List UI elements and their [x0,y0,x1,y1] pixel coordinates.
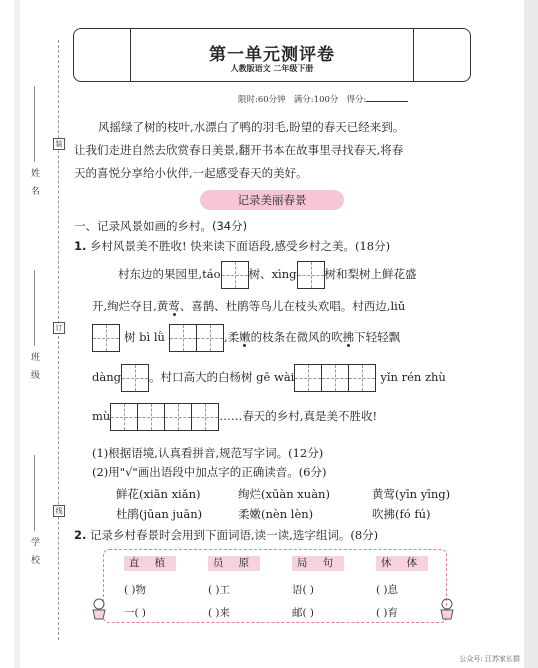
binding-mark-1: 装 [53,138,65,150]
school-label: 学 校 [29,537,39,567]
q2-text: 记录乡村春景时会用到下面词语,读一读,选字组词。(8分) [86,528,379,542]
word-tag-1: 直 植 [124,556,176,571]
name-label: 姓 名 [29,168,39,198]
title-box [73,28,471,82]
writing-box[interactable] [121,364,149,392]
writing-box[interactable] [221,261,249,289]
word-blank[interactable]: ( )来 [208,607,231,619]
intro-paragraph [74,116,472,185]
sub-question-1: (1)根据语境,认真看拼音,规范写字词。(12分) [92,446,324,460]
choice-options[interactable]: (nèn lèn) [261,507,314,521]
footer-credit: 公众号: 江苏家长群 [459,655,520,663]
choice-2[interactable] [238,486,330,502]
passage-text: 的枝条在微风的吹 [250,330,343,344]
intro-line-3: 天的喜悦分享给小伙伴,一起感受春天的美好。 [74,166,308,180]
word-blank[interactable]: ( )物 [124,584,147,596]
passage-text: 。村口高大的白杨树 gē wài [149,370,295,384]
pinyin: dàng [92,370,121,384]
passage-text: ,柔 [223,330,240,344]
child-illustration-icon [88,597,110,621]
score-meta [238,93,408,105]
q1-number: 1. [74,239,87,253]
class-label: 班 级 [29,352,39,382]
passage-text: 、喜鹊、杜鹃等鸟儿在枝头欢唱。村西边, [179,299,391,313]
word-blank[interactable]: 语( ) [292,584,315,596]
right-edge [524,0,538,668]
pinyin: mù [92,409,111,423]
name-line [34,86,35,162]
word-blank[interactable]: 一( ) [124,607,147,619]
sub-question-2: (2)用"√"画出语段中加点字的正确读音。(6分) [92,465,327,479]
choice-3[interactable] [372,486,450,502]
writing-box[interactable] [294,364,322,392]
passage-line-2 [92,298,405,314]
score-blank[interactable] [366,101,408,102]
question-1 [74,238,390,254]
time-limit: 限时:60分钟 [238,95,286,105]
choice-word: 柔嫩 [238,507,261,521]
left-margin [0,0,22,668]
passage-text: 开,绚烂夺目,黄 [92,299,169,313]
passage-line-5 [92,403,377,431]
word-tag-4: 休 体 [376,556,428,571]
dotted-char: 莺 [168,299,180,313]
choice-options[interactable]: (xiān xiǎn) [139,487,201,501]
intro-line-1: 风摇绿了树的枝叶,水漂白了鸭的羽毛,盼望的春天已经来到。 [98,120,405,134]
page-title: 第一单元测评卷 [209,45,335,65]
binding-mark-2: 订 [53,322,65,334]
word-blank[interactable]: ( )育 [376,607,399,619]
word-tag-2: 员 原 [208,556,260,571]
choice-1[interactable] [116,486,200,502]
pinyin: xìng [271,267,297,281]
choice-6[interactable] [372,506,430,522]
pinyin: yǐn rén zhù [380,370,446,384]
pinyin: liǔ [390,299,406,313]
writing-box[interactable] [137,403,165,431]
binding-line [58,40,59,640]
writing-box[interactable] [164,403,192,431]
writing-box[interactable] [191,403,219,431]
score-label: 得分: [346,95,367,105]
passage-text: 树和梨树上鲜花盛 [324,267,417,281]
writing-box[interactable] [297,261,325,289]
choice-options[interactable]: (yīn yīng) [395,487,451,501]
dotted-char: 拂 [342,330,355,344]
choice-options[interactable]: (fó fú) [395,507,431,521]
choice-word: 吹拂 [372,507,395,521]
section-1-heading: 一、记录风景如画的乡村。(34分) [74,219,248,233]
binding-mark-3: 线 [53,505,65,517]
choice-5[interactable] [238,506,313,522]
passage-text: ……春天的乡村,真是美不胜收! [219,409,378,423]
choice-4[interactable] [116,506,202,522]
writing-box[interactable] [196,324,224,352]
writing-box[interactable] [169,324,197,352]
word-tag-3: 局 句 [292,556,344,571]
choice-word: 鲜花 [116,487,139,501]
margin-stripe [14,0,20,668]
class-line [34,270,35,346]
page-subtitle: 人教版语文 二年级下册 [230,64,314,73]
question-2 [74,527,378,543]
choice-word: 绚烂 [238,487,261,501]
writing-box[interactable] [110,403,138,431]
word-blank[interactable]: 邮( ) [292,607,315,619]
pinyin: táo [202,267,221,281]
pinyin: 树 bì lǜ [124,330,165,344]
word-blank[interactable]: ( )息 [376,584,399,596]
choice-options[interactable]: (xūàn xuàn) [261,487,330,501]
intro-line-2: 让我们走进自然去欣赏春日美景,翻开书本在故事里寻找春天,将春 [74,143,404,157]
dotted-char: 嫩 [239,330,251,344]
passage-text: 村东边的果园里, [118,267,203,281]
choice-word: 黄莺 [372,487,395,501]
child-illustration-icon [436,597,458,621]
choice-options[interactable]: (jūan juān) [139,507,203,521]
full-score: 满分:100分 [293,95,339,105]
writing-box[interactable] [321,364,349,392]
section-banner: 记录美丽春景 [200,190,344,210]
passage-line-3 [92,324,400,352]
passage-text: 下轻轻飘 [354,330,401,344]
passage-line-4 [92,364,446,392]
passage-text: 树、 [248,267,272,281]
q2-number: 2. [74,528,87,542]
writing-box[interactable] [348,364,376,392]
school-line [34,455,35,531]
word-blank[interactable]: ( )工 [208,584,231,596]
passage-line-1 [118,261,417,289]
writing-box[interactable] [92,324,120,352]
choice-word: 杜鹃 [116,507,139,521]
q1-text: 乡村风景美不胜收! 快来读下面语段,感受乡村之美。(18分) [86,239,391,253]
